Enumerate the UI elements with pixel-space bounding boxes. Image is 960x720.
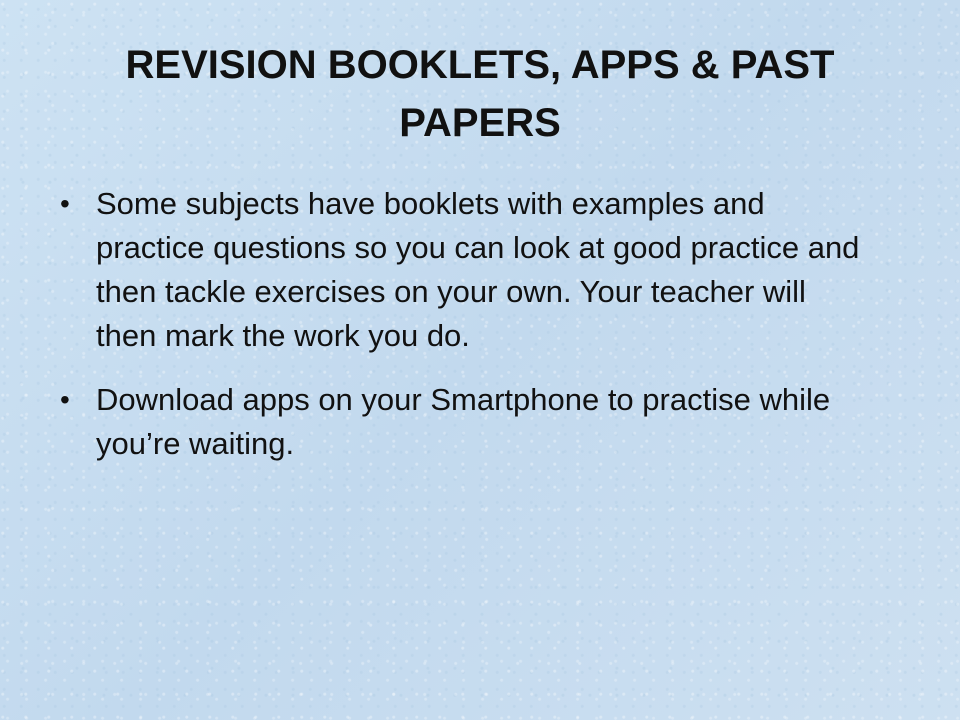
bullet-marker: • xyxy=(60,188,70,219)
slide-title: REVISION BOOKLETS, APPS & PAST PAPERS xyxy=(125,43,835,145)
bullet-text: Download apps on your Smartphone to practise while you’re waiting. xyxy=(96,382,831,461)
bullet-item xyxy=(60,378,860,466)
bullet-list xyxy=(60,182,860,486)
bullet-item xyxy=(60,182,860,358)
bullet-text: Some subjects have booklets with examples and practice questions so you can look at good practice and then tackle exercises on your own. Your teacher will then mark the work you do. xyxy=(96,186,860,353)
bullet-marker: • xyxy=(60,384,70,415)
